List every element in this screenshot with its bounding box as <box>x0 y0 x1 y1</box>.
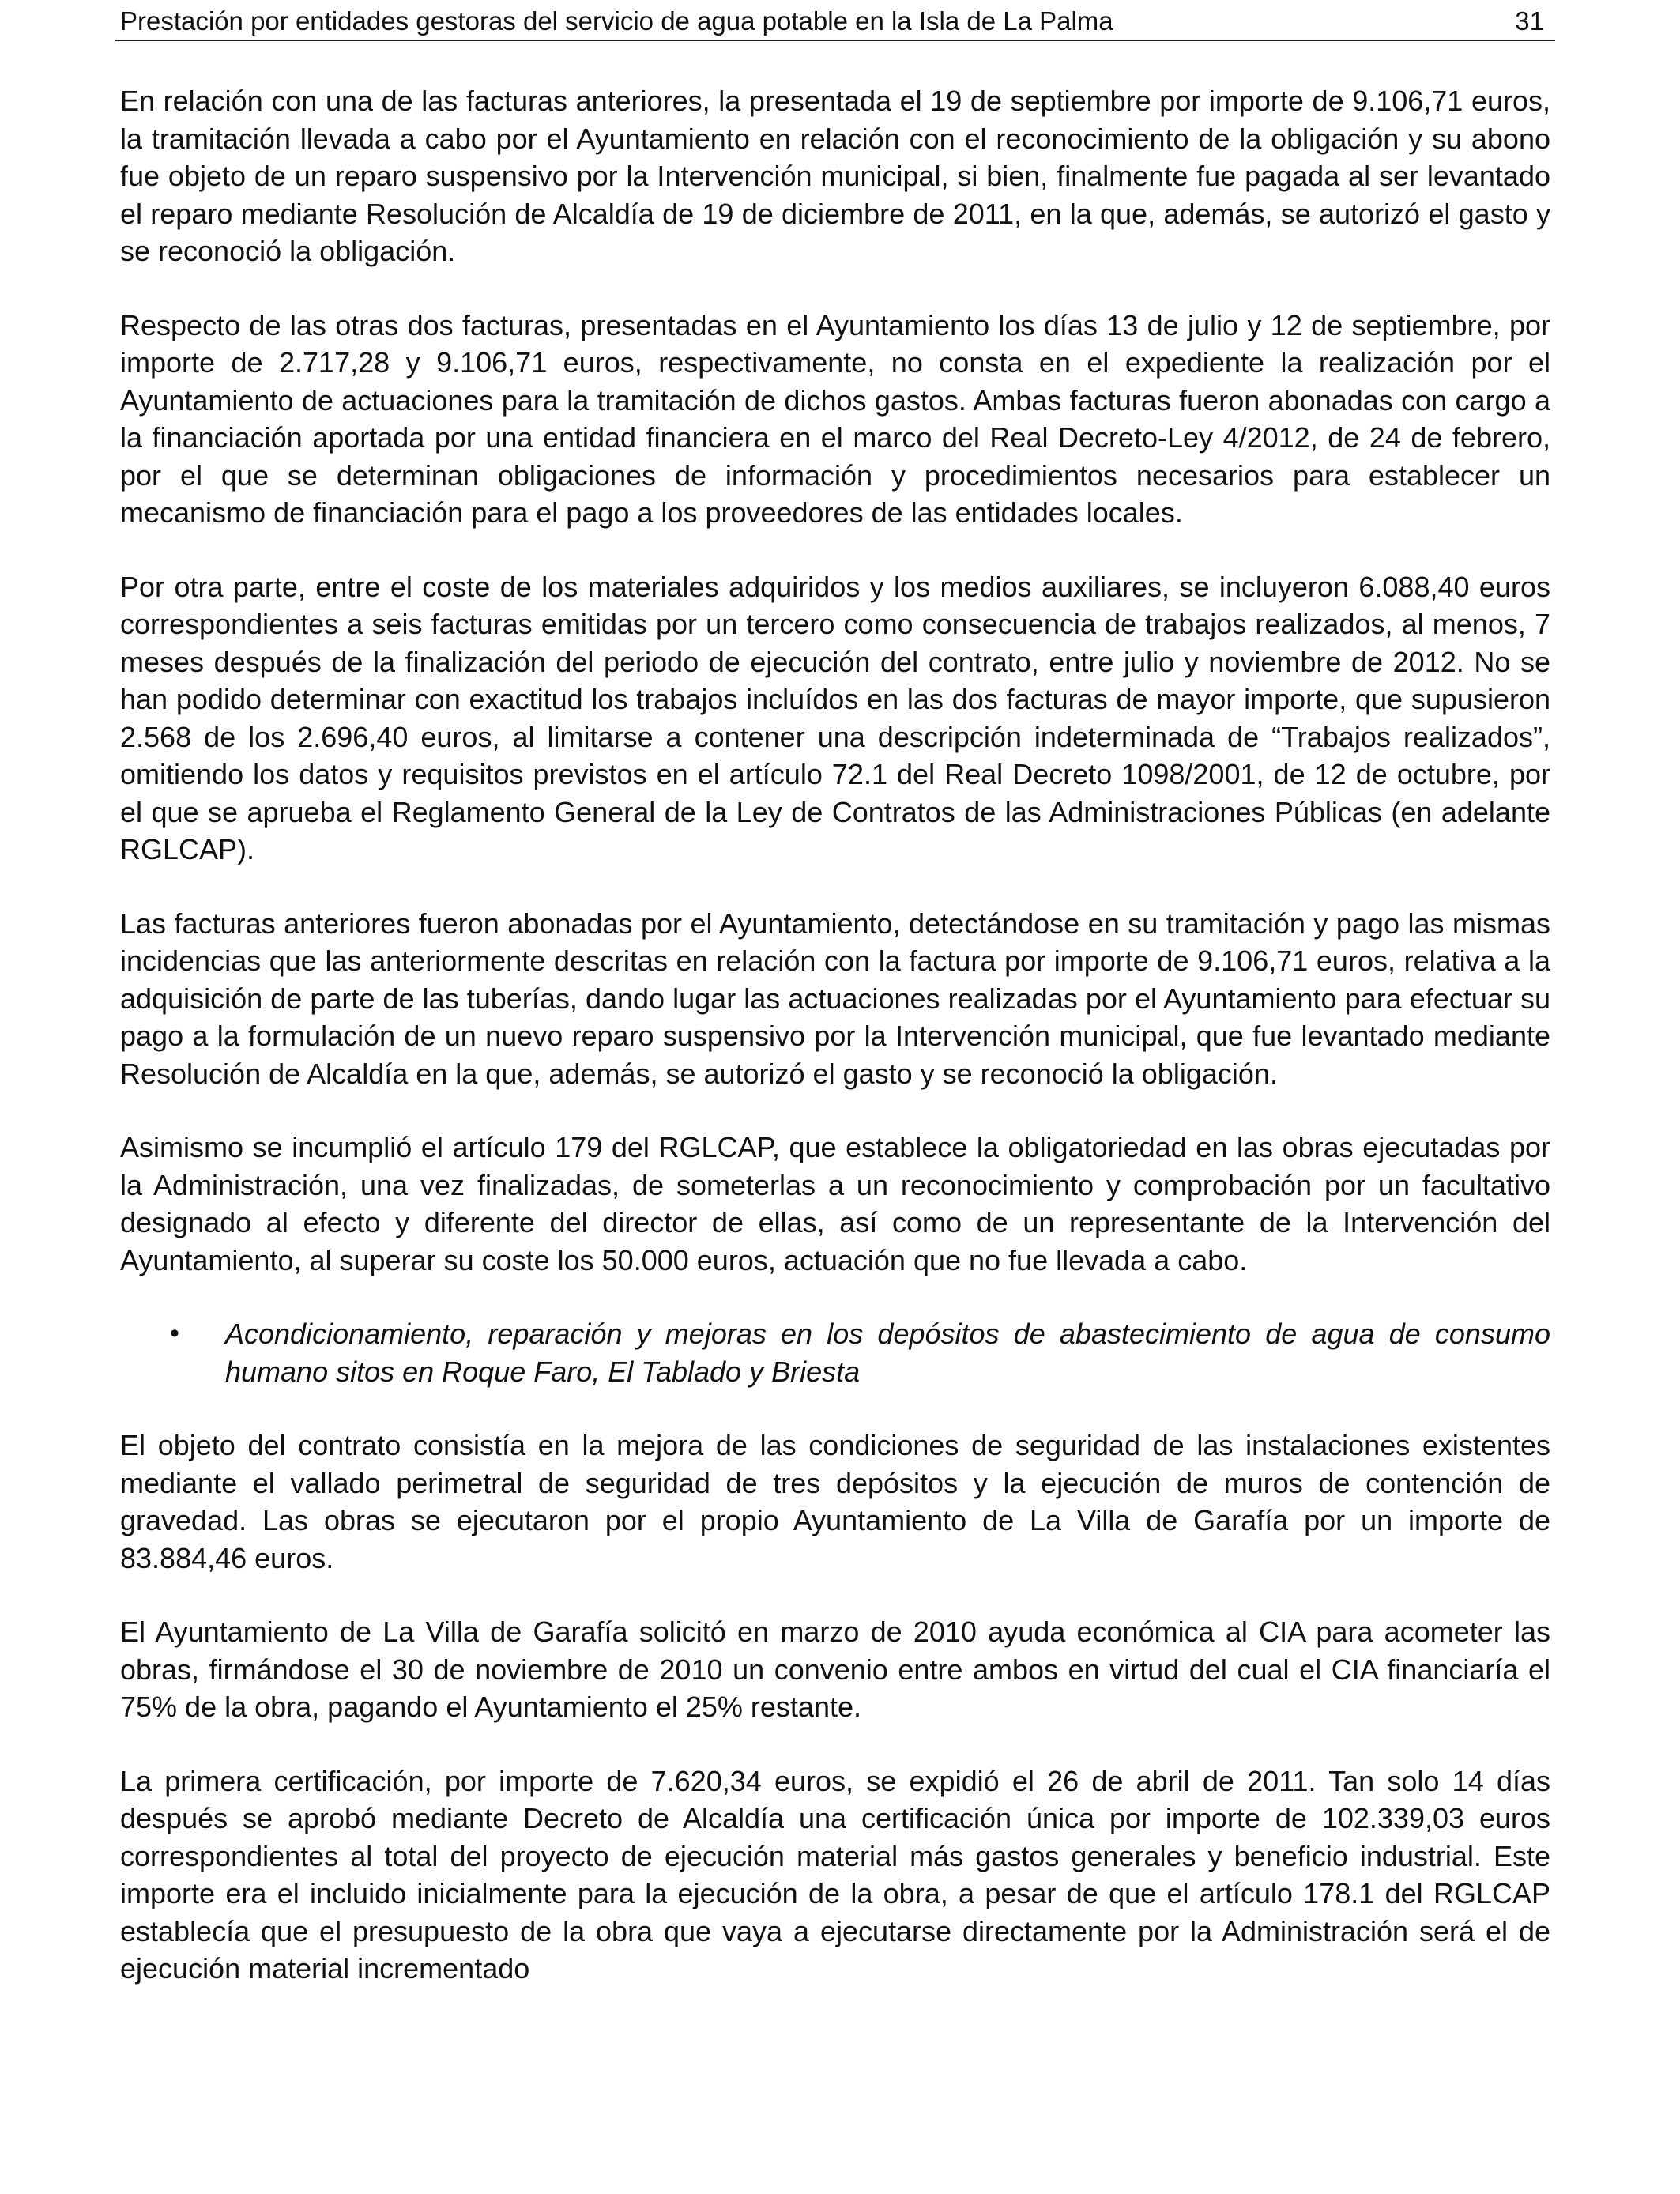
document-body <box>120 82 1550 2024</box>
paragraph-1: En relación con una de las facturas anteriores, la presentada el 19 de septiembre por importe de 9.106,71 euros, la tramitación llevada a cabo por el Ayuntamiento en relación con el reconocimiento de la obligación y su abono fue objeto de un reparo suspensivo por la Intervención municipal, si bien, finalmente fue pagada al ser levantado el reparo mediante Resolución de Alcaldía de 19 de diciembre de 2011, en la que, además, se autorizó el gasto y se reconoció la obligación. <box>120 85 1550 267</box>
bullet-text: Acondicionamiento, reparación y mejoras en los depósitos de abastecimiento de agua de consumo humano sitos en Roque Faro, El Tablado y Briesta <box>225 1318 1550 1388</box>
paragraph-2: Respecto de las otras dos facturas, presentadas en el Ayuntamiento los días 13 de julio y 12 de septiembre, por importe de 2.717,28 y 9.106,71 euros, respectivamente, no consta en el expediente la realización por el Ayuntamiento de actuaciones para la tramitación de dichos gastos. Ambas facturas fueron abonadas con cargo a la financiación aportada por una entidad financiera en el marco del Real Decreto-Ley 4/2012, de 24 de febrero, por el que se determinan obligaciones de información y procedimientos necesarios para establecer un mecanismo de financiación para el pago a los proveedores de las entidades locales. <box>120 308 1550 529</box>
header-title: Prestación por entidades gestoras del servicio de agua potable en la Isla de La Palma <box>120 6 1113 36</box>
paragraph-6: El objeto del contrato consistía en la mejora de las condiciones de seguridad de las instalaciones existentes mediante el vallado perimetral de seguridad de tres depósitos y la ejecución de muros de contención de gravedad. Las obras se ejecutaron por el propio Ayuntamiento de La Villa de Garafía por un importe de 83.884,46 euros. <box>120 1429 1550 1574</box>
paragraph-4: Las facturas anteriores fueron abonadas por el Ayuntamiento, detectándose en su tramitación y pago las mismas incidencias que las anteriormente descritas en relación con la factura por importe de 9.106,71 euros, relativa a la adquisición de parte de las tuberías, dando lugar las actuaciones realizadas por el Ayuntamiento para efectuar su pago a la formulación de un nuevo reparo suspensivo por la Intervención municipal, que fue levantado mediante Resolución de Alcaldía en la que, además, se autorizó el gasto y se reconoció la obligación. <box>120 907 1550 1090</box>
paragraph-3: Por otra parte, entre el coste de los materiales adquiridos y los medios auxiliares, se incluyeron 6.088,40 euros correspondientes a seis facturas emitidas por un tercero como consecuencia de trabajos realizados, al menos, 7 meses después de la finalización del periodo de ejecución del contrato, entre julio y noviembre de 2012. No se han podido determinar con exactitud los trabajos incluídos en las dos facturas de mayor importe, que supusieron 2.568 de los 2.696,40 euros, al limitarse a contener una descripción indeterminada de “Trabajos realizados”, omitiendo los datos y requisitos previstos en el artículo 72.1 del Real Decreto 1098/2001, de 12 de octubre, por el que se aprueba el Reglamento General de la Ley de Contratos de las Administraciones Públicas (en adelante RGLCAP). <box>120 570 1550 865</box>
paragraph-8: La primera certificación, por importe de 7.620,34 euros, se expidió el 26 de abril de 2011. Tan solo 14 días después se aprobó mediante Decreto de Alcaldía una certificación única por importe de 102.339,03 euros correspondientes al total del proyecto de ejecución material más gastos generales y beneficio industrial. Este importe era el incluido inicialmente para la ejecución de la obra, a pesar de que el artículo 178.1 del RGLCAP establecía que el presupuesto de la obra que vaya a ejecutarse directamente por la Administración será el de ejecución material incrementado <box>120 1764 1550 1985</box>
running-header <box>115 3 1555 41</box>
bullet-icon: • <box>170 1318 179 1348</box>
paragraph-7: El Ayuntamiento de La Villa de Garafía solicitó en marzo de 2010 ayuda económica al CIA para acometer las obras, firmándose el 30 de noviembre de 2010 un convenio entre ambos en virtud del cual el CIA financiaría el 75% de la obra, pagando el Ayuntamiento el 25% restante. <box>120 1615 1550 1723</box>
page-number: 31 <box>1515 6 1544 36</box>
paragraph-5: Asimismo se incumplió el artículo 179 del RGLCAP, que establece la obligatoriedad en las obras ejecutadas por la Administración, una vez finalizadas, de someterlas a un reconocimiento y comprobación por un facultativo designado al efecto y diferente del director de ellas, así como de un representante de la Intervención del Ayuntamiento, al superar su coste los 50.000 euros, actuación que no fue llevada a cabo. <box>120 1131 1550 1276</box>
bullet-item <box>120 1315 1550 1390</box>
